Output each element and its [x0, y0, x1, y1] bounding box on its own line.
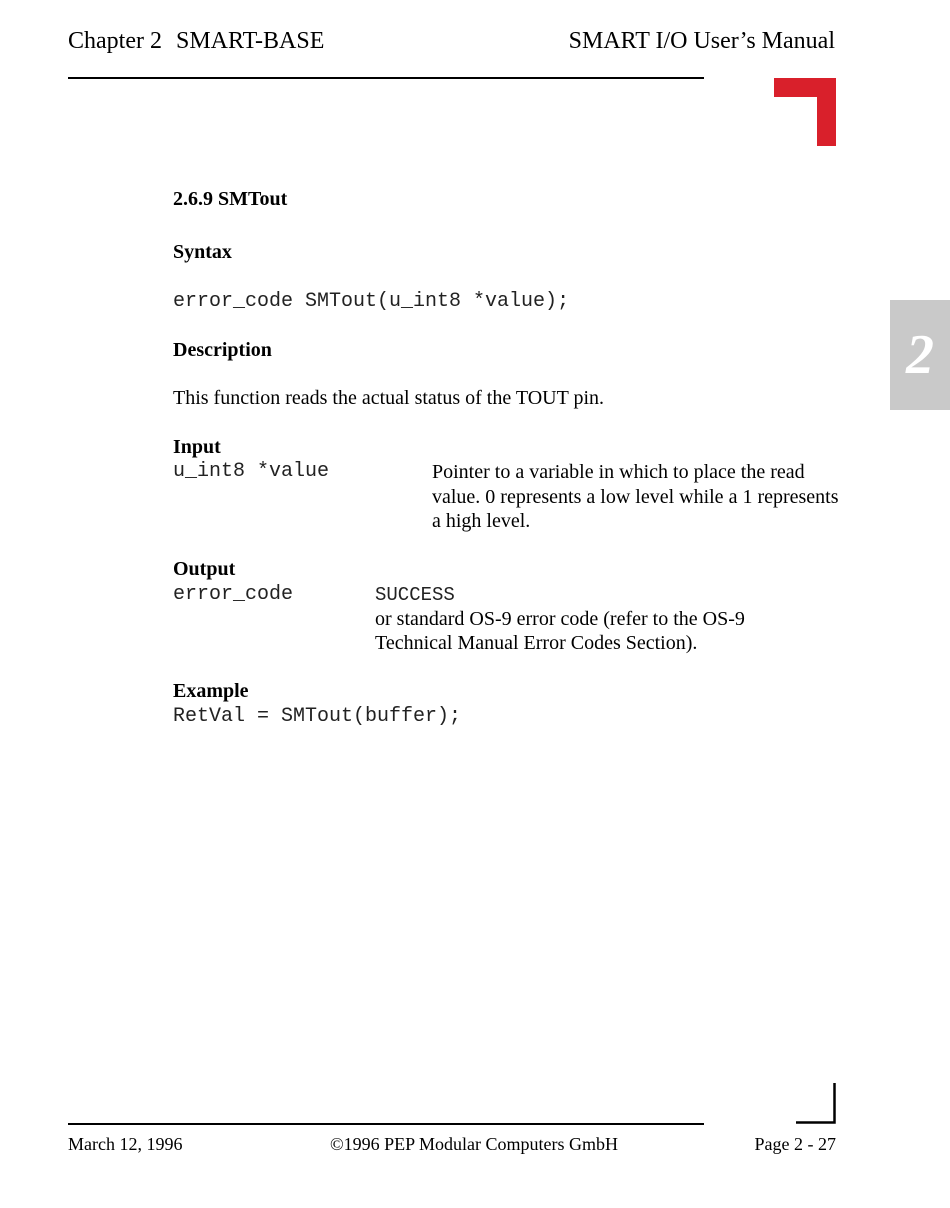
input-heading: Input	[173, 436, 221, 458]
example-code: RetVal = SMTout(buffer);	[173, 705, 462, 728]
header-rule	[68, 77, 704, 79]
output-description: or standard OS-9 error code (refer to the OS-9 Technical Manual Error Codes Section).	[375, 608, 745, 654]
chapter-title: SMART-BASE	[175, 28, 325, 54]
footer-date: March 12, 1996	[68, 1134, 183, 1154]
output-value: SUCCESS	[375, 584, 455, 606]
footer-page-number: Page 2 - 27	[754, 1134, 836, 1154]
header-chapter	[68, 28, 324, 55]
footer-rule	[68, 1123, 704, 1125]
syntax-code: error_code SMTout(u_int8 *value);	[173, 290, 570, 313]
description-heading: Description	[173, 339, 272, 361]
chapter-tab	[890, 300, 950, 410]
output-description-block	[375, 583, 815, 655]
input-description: Pointer to a variable in which to place the read value. 0 represents a low level while a 1 represents a high level.	[432, 461, 839, 532]
manual-title: SMART I/O User’s Manual	[568, 28, 835, 54]
output-parameter: error_code	[173, 583, 294, 606]
syntax-heading: Syntax	[173, 241, 232, 263]
input-parameter: u_int8 *value	[173, 460, 330, 483]
section-title: 2.6.9 SMTout	[173, 188, 288, 210]
corner-mark-bottom-icon	[796, 1083, 836, 1124]
footer-copyright: ©1996 PEP Modular Computers GmbH	[330, 1134, 619, 1154]
chapter-tab-number: 2	[906, 324, 934, 386]
output-heading: Output	[173, 558, 236, 580]
description-text: This function reads the actual status of the TOUT pin.	[173, 387, 605, 409]
chapter-number: Chapter 2	[68, 28, 162, 54]
corner-mark-top-icon	[774, 78, 836, 146]
example-heading: Example	[173, 680, 249, 702]
